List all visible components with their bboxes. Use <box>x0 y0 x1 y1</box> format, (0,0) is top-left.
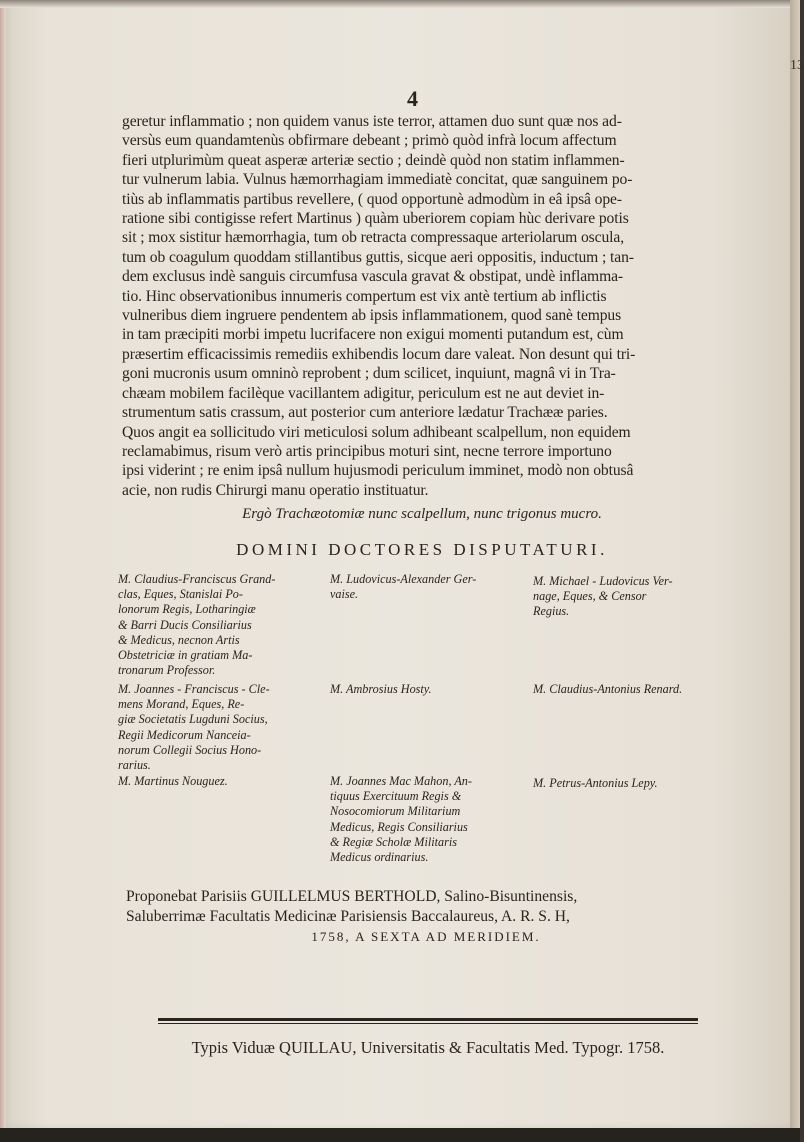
body-line: tiùs ab inflammatis partibus revellere, ( quod opportunè admodùm in eâ ipsâ ope- <box>122 190 622 208</box>
doctor-line: Medicus, Regis Consiliarius <box>330 819 468 834</box>
doctor-line: M. Claudius-Antonius Renard. <box>533 682 683 696</box>
proponebat-block <box>126 887 726 947</box>
doctor-line: M. Petrus-Antonius Lepy. <box>533 776 658 790</box>
body-line: chæam mobilem facilèque vacillantem adigitur, periculum est ne aut deviet in- <box>122 384 605 402</box>
doctor-line: M. Claudius-Franciscus Grand- <box>118 572 276 586</box>
doctor-entry <box>118 682 313 773</box>
body-line: strumentum satis crassum, aut posterior cum anteriore lædatur Trachææ paries. <box>122 404 608 422</box>
doctor-line: M. Martinus Nouguez. <box>118 774 228 788</box>
doctor-entry <box>330 682 520 697</box>
doctors-list <box>118 572 728 872</box>
doctor-line: Regii Medicorum Nanceia- <box>118 727 251 742</box>
body-line: fieri utplurimùm queat asperæ arteriæ sectio ; deindè quòd non statim inflammen- <box>122 151 625 169</box>
doctor-line: rarius. <box>118 758 151 773</box>
doctor-entry <box>330 774 520 865</box>
proponebat-date: 1758, A SEXTA AD MERIDIEM. <box>311 929 541 944</box>
doctor-entry <box>533 776 728 791</box>
doctor-entry <box>533 574 728 620</box>
doctor-line: Medicus ordinarius. <box>330 850 429 865</box>
doctor-line: & Barri Ducis Consiliarius <box>118 617 252 632</box>
body-line: dem exclusus indè sanguis circumfusa vascula gravat & obstipat, undè inflamma- <box>122 268 624 286</box>
doctor-line: giæ Societatis Lugduni Socius, <box>118 712 268 727</box>
body-line: geretur inflammatio ; non quidem vanus iste terror, attamen duo sunt quæ nos ad- <box>122 113 622 130</box>
body-line: acie, non rudis Chirurgi manu operatio instituatur. <box>122 481 429 499</box>
doctor-line: Nosocomiorum Militarium <box>330 804 461 819</box>
doctor-entry <box>533 682 728 697</box>
page-top-edge <box>0 0 790 8</box>
doctor-line: Obstetriciæ in gratiam Ma- <box>118 648 253 663</box>
body-line: versùs eum quandamtenùs obfirmare debeant ; primò quòd infrà locum affectum <box>122 132 617 150</box>
doctor-entry <box>118 572 313 678</box>
body-line: ipsi viderint ; re enim ipsâ nullum hujusmodi periculum imminet, modò non obtusâ <box>122 462 634 480</box>
doctor-line: M. Joannes - Franciscus - Cle- <box>118 682 270 696</box>
body-line: præsertim efficacissimis remediis exhibendis locum dare valeat. Non desunt qui tri- <box>122 345 636 363</box>
proponebat-line: Saluberrimæ Facultatis Medicinæ Parisiensis Baccalaureus, A. R. S. H, <box>126 908 570 925</box>
next-leaf-mark: 13 <box>790 58 804 73</box>
body-line: goni mucronis usum omninò reprobent ; dum scilicet, inquiunt, magnâ vi in Tra- <box>122 365 616 383</box>
doctor-entry <box>118 774 313 789</box>
body-line: tio. Hinc observationibus innumeris compertum est vix antè tertium ab inflictis <box>122 287 607 305</box>
doctor-line: tronarum Professor. <box>118 663 216 678</box>
doctor-line: M. Ludovicus-Alexander Ger- <box>330 572 477 586</box>
body-line: in tam præcipiti morbi impetu lucrifacere non exigui momenti putandum est, cùm <box>122 326 624 344</box>
body-text <box>122 112 722 500</box>
page-number: 4 <box>407 86 418 111</box>
body-line: sit ; mox sistitur hæmorrhagia, tum ob retracta compressaque arteriolarum oscula, <box>122 229 625 247</box>
doctor-line: mens Morand, Eques, Re- <box>118 697 245 712</box>
double-rule-thin <box>158 1023 698 1024</box>
doctor-line: vaise. <box>330 587 359 602</box>
proponebat-line: Proponebat Parisiis GUILLELMUS BERTHOLD, Salino-Bisuntinensis, <box>126 888 578 905</box>
doctor-line: norum Collegii Socius Hono- <box>118 742 262 757</box>
body-line: ratione sibi contigisse refert Martinus ) quàm uberiorem copiam hùc derivare potis <box>122 210 629 228</box>
doctor-line: M. Ambrosius Hosty. <box>330 682 432 696</box>
scan-bottom-band <box>0 1128 800 1142</box>
doctor-entry <box>330 572 520 602</box>
doctor-line: Regius. <box>533 604 570 619</box>
body-line: Quos angit ea sollicitudo viri meticulosi solum adhibeant scalpellum, non equidem <box>122 423 631 441</box>
doctor-line: lonorum Regis, Lotharingiæ <box>118 602 256 617</box>
doctors-heading: DOMINI DOCTORES DISPUTATURI. <box>236 540 608 559</box>
body-line: tur vulnerum labia. Vulnus hæmorrhagiam immediatè concitat, quæ sanguinem po- <box>122 171 633 189</box>
double-rule-thick <box>158 1018 698 1021</box>
doctor-line: nage, Eques, & Censor <box>533 589 647 604</box>
page-left-edge <box>0 0 6 1128</box>
doctor-line: M. Joannes Mac Mahon, An- <box>330 774 472 788</box>
doctor-line: M. Michael - Ludovicus Ver- <box>533 574 673 588</box>
doctor-line: clas, Eques, Stanislai Po- <box>118 587 243 602</box>
printer-imprint: Typis Viduæ QUILLAU, Universitatis & Facultatis Med. Typogr. 1758. <box>191 1038 665 1057</box>
next-leaf-edge <box>790 0 804 1128</box>
conclusion: Ergò Trachæotomiæ nunc scalpellum, nunc trigonus mucro. <box>242 506 602 522</box>
body-line: vulneribus diem ingruere pendentem ab ipsis inflammationem, quod sanè tempus <box>122 307 622 325</box>
doctor-line: & Medicus, necnon Artis <box>118 632 240 647</box>
body-line: tum ob coagulum quoddam stillantibus guttis, sicque aeri oppositis, inductum ; tan- <box>122 248 634 266</box>
doctor-line: & Regiæ Scholæ Militaris <box>330 834 457 849</box>
doctor-line: tiquus Exercituum Regis & <box>330 789 462 804</box>
body-line: reclamabimus, risum verò artis principibus moturi sint, necne terrore importuno <box>122 442 612 460</box>
